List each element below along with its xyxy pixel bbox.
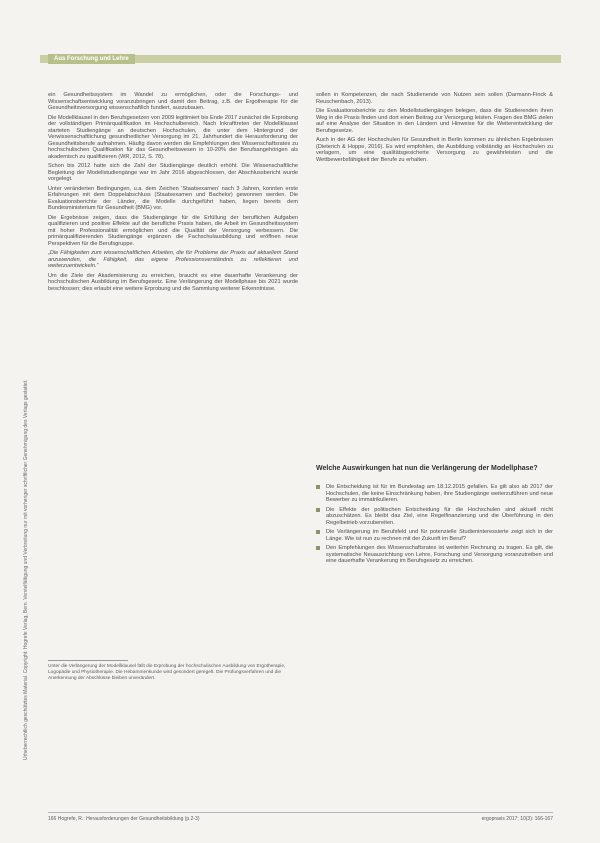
paragraph: Die Ergebnisse zeigen, dass die Studiengänge für die Erfüllung der beruflichen Aufgaben qualifizieren und positive Effekte auf die berufliche Praxis haben, die Arbeit im Gesundheitssystem mit hoher Professionalität ermöglichen und die Qualität der Versorgung verbessern. Die primärqualifizierenden Studiengänge ergänzen die Fachschulausbildung und eröffnen neue Perspektiven für die Berufsgruppe. [48,214,298,247]
bullet-list [316,484,553,568]
paragraph: Um die Ziele der Akademisierung zu erreichen, braucht es eine dauerhafte Verankerung der hochschulischen Ausbildung im Berufsgesetz. Eine Verlängerung der Modellphase bis 2021 wurde beschlossen; dies erlaubt eine weitere Erprobung und die Sammlung weiterer Erkenntnisse. [48,272,298,292]
question-heading: Welche Auswirkungen hat nun die Verlängerung der Modellphase? [316,465,538,472]
footnote: Unter die Verlängerung der Modellklausel fällt die Erprobung der hochschulischen Ausbildung von Ergotherapie, Logopädie und Physiotherapie. Die Hebammenkunde wird gesondert geregelt. Die Prüfungsverfahren und die Anerkennung der Abschlüsse bleiben unverändert. [48,664,286,681]
list-item [316,507,553,527]
paragraph: Die Evaluationsberichte zu den Modellstudiengängen belegen, dass die Studierenden ihren Weg in die Praxis finden und dort einen Beitrag zur Versorgung leisten. Fragen des BMG zielen auf eine Analyse der Situation in den Ländern und Hinweise für die Weiterentwicklung der Berufsgesetze. [316,108,553,134]
list-item-text: Die Entscheidung ist für im Bundestag am 18.12.2015 gefallen. Es gilt also ab 2017 der Hochschulen, die keine Einschränkung haben, ihre Studiengänge weiterzuführen und neue Bewerber zu immatrikulieren. [326,484,553,503]
bullet-square-icon [316,530,320,534]
footnote-divider [48,660,128,661]
bullet-square-icon [316,546,320,550]
left-column [48,92,298,592]
paragraph: Unter veränderten Bedingungen, u.a. dem Zeichen 'Staatsexamen' nach 3 Jahren, konnten erste Erfahrungen mit dem Doppelabschluss (Staatsexamen und Bachelor) gewonnen werden. Die Evaluationsberichte der Länder, die Modelle durchgeführt haben, liegen bereits dem Bundesministerium für Gesundheit (BMG) vor. [48,185,298,211]
paragraph: sollen in Kompetenzen, die nach Studienende von Nutzen sein sollen (Darmann-Finck & Reuschenbach, 2013). [316,92,553,105]
bullet-square-icon [316,508,320,512]
section-label: Aus Forschung und Lehre [48,54,135,64]
list-item-text: Den Empfehlungen des Wissenschaftsrates ist weiterhin Rechnung zu tragen. Es gilt, die systematische Neuausrichtung von Lehre, Forschung und Versorgung voranzutreiben und eine dauerhafte Verankerung im Berufsgesetz zu erreichen. [326,545,553,564]
footer-divider [48,812,553,813]
list-item [316,529,553,542]
copyright-side-note: Urheberrechtlich geschütztes Material. Copyright: Hogrefe Verlag, Bern. Vervielfältigung und Verbreitung nur mit vorheriger schriftlicher Genehmigung des Verlags gestattet. [23,379,29,760]
block-quote: „Die Fähigkeiten zum wissenschaftlichen Arbeiten, die für Probleme der Praxis auf aktuellem Stand anzuwenden, die Fähigkeit, das eigene Professionsverständnis zu reflektieren und weiterzuentwickeln.“ [48,250,298,269]
footer-citation: 166 Hogrefe, R.: Herausforderungen der Gesundheitsbildung (p.2-3) [48,816,200,822]
list-item [316,545,553,565]
footer-journal: ergopraxis 2017; 10(3): 166-167 [481,816,553,822]
paragraph: ein Gesundheitssystem im Wandel zu ermöglichen, oder die Forschungs- und Wissenschaftsentwicklung voranzubringen und damit den Beitrag, z.B. der Ergotherapie für die Gesundheitsversorgung wissenschaftlich fundiert, auszubauen. [48,92,298,111]
list-item-text: Die Verlängerung im Berufsfeld und für potenzielle Studieninteressierte zeigt sich in der Länge. Wie ist nun zu rechnen mit der Zukunft im Beruf? [326,529,553,542]
list-item [316,484,553,504]
list-item-text: Die Effekte der politischen Entscheidung für die Hochschulen sind aktuell nicht abzuschätzen. Es bleibt das Ziel, eine Regelfinanzierung und die Überführung in den Regelbetrieb vorzubereiten. [326,506,553,526]
paragraph: Auch in der AG der Hochschulen für Gesundheit in Berlin kommen zu ähnlichen Ergebnissen (Dieterich & Hoppe, 2016). Es wird empfohlen, die Ausbildung vollständig an Hochschulen zu verlagern, um eine qualitätsgesicherte Versorgung zu gewährleisten und die Wettbewerbsfähigkeit der Berufe zu erhalten. [316,137,553,163]
paragraph: Schon bis 2012 hatte sich die Zahl der Studiengänge deutlich erhöht. Die Wissenschaftliche Begleitung der Modellstudiengänge war im Jahr 2016 abgeschlossen, der Abschlussbericht wurde vorgelegt. [48,163,298,182]
bullet-square-icon [316,485,320,489]
paragraph: Die Modellklausel in den Berufsgesetzen von 2009 legitimiert bis Ende 2017 zunächst die Erprobung der vollständigen Primärqualifikation im Hochschulbereich. Nach Inkrafttreten der Modellklausel starteten Studiengänge an deutschen Hochschulen, die unter dem Hintergrund der Verwissenschaftlichung gesundheitlicher Versorgung im 21. Jahrhundert die Herausforderung der Gesundheitsberufe aufnahmen. Häufig davon werden die Empfehlungen des Wissenschaftsrates zu hochschulischen Qualifikation für das Gesundheitswesen in 10-20% der Berufsangehörigen als akademisch zu qualifizieren (WR, 2012, S. 78). [48,114,298,160]
right-column [316,92,553,308]
